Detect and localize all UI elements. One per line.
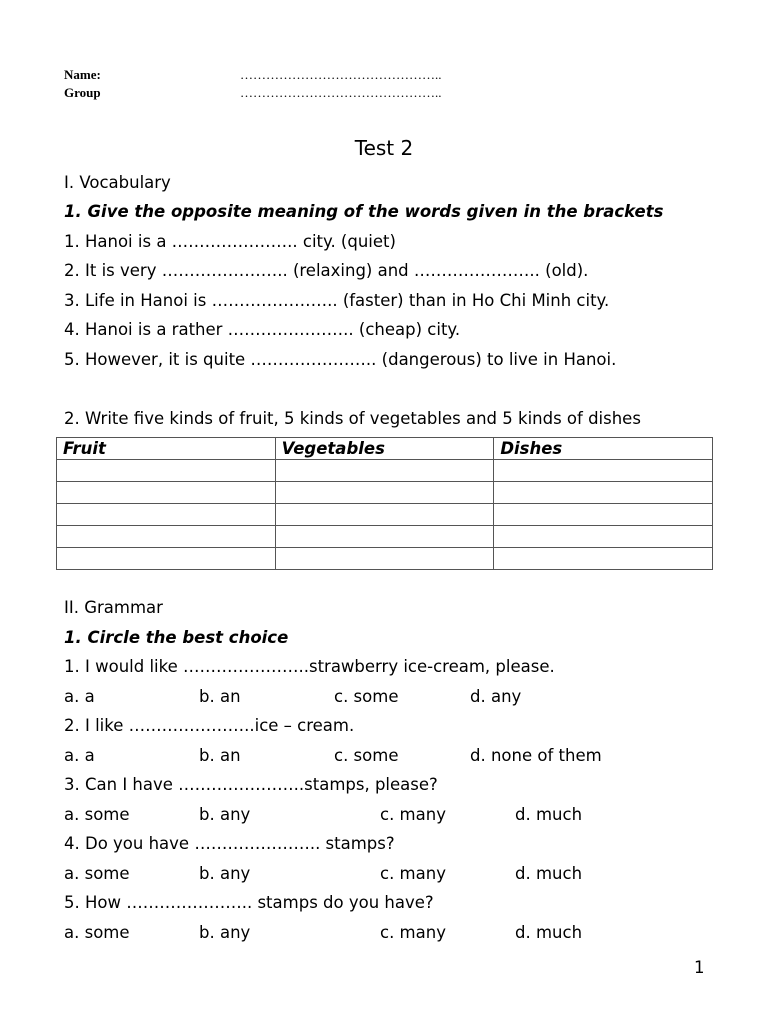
option-d[interactable]: d. much: [515, 923, 583, 942]
table-row: [57, 482, 713, 504]
option-a[interactable]: a. a: [64, 687, 95, 706]
table-row: [57, 526, 713, 548]
option-a[interactable]: a. some: [64, 805, 130, 824]
option-c[interactable]: c. many: [380, 805, 446, 824]
option-a[interactable]: a. some: [64, 864, 130, 883]
question-text: 4. Do you have ………………….. stamps?: [64, 834, 395, 853]
option-c[interactable]: c. many: [380, 864, 446, 883]
table-header-row: [57, 438, 713, 460]
table-cell[interactable]: [275, 460, 494, 482]
option-c[interactable]: c. many: [380, 923, 446, 942]
option-a[interactable]: a. some: [64, 923, 130, 942]
grammar-heading: II. Grammar: [64, 598, 163, 617]
column-header-dishes: Dishes: [494, 438, 713, 460]
food-table: [56, 437, 713, 570]
grammar-q1-heading: 1. Circle the best choice: [64, 628, 289, 647]
page-title: Test 2: [354, 136, 414, 160]
option-b[interactable]: b. an: [199, 746, 241, 765]
vocab-item: 4. Hanoi is a rather ………………….. (cheap) city.: [64, 320, 461, 339]
column-header-vegetables: Vegetables: [275, 438, 494, 460]
table-row: [57, 548, 713, 570]
name-field[interactable]: ………………………………………..: [240, 67, 442, 82]
question-text: 3. Can I have …………………..stamps, please?: [64, 775, 438, 794]
table-cell[interactable]: [57, 504, 276, 526]
table-cell[interactable]: [275, 548, 494, 570]
option-d[interactable]: d. much: [515, 864, 583, 883]
option-c[interactable]: c. some: [334, 746, 399, 765]
table-row: [57, 460, 713, 482]
table-row: [57, 504, 713, 526]
option-b[interactable]: b. an: [199, 687, 241, 706]
option-d[interactable]: d. none of them: [470, 746, 602, 765]
option-d[interactable]: d. any: [470, 687, 522, 706]
column-header-fruit: Fruit: [57, 438, 276, 460]
table-cell[interactable]: [494, 482, 713, 504]
group-field[interactable]: ………………………………………..: [240, 85, 442, 100]
table-cell[interactable]: [275, 482, 494, 504]
table-cell[interactable]: [57, 548, 276, 570]
vocab-item: 1. Hanoi is a ………………….. city. (quiet): [64, 232, 396, 251]
vocab-q2-heading: 2. Write five kinds of fruit, 5 kinds of vegetables and 5 kinds of dishes: [64, 409, 641, 428]
option-b[interactable]: b. any: [199, 864, 251, 883]
option-b[interactable]: b. any: [199, 805, 251, 824]
page-number: 1: [694, 958, 705, 977]
vocab-q1-heading: 1. Give the opposite meaning of the words given in the brackets: [64, 202, 664, 221]
table-cell[interactable]: [57, 460, 276, 482]
option-b[interactable]: b. any: [199, 923, 251, 942]
vocabulary-heading: I. Vocabulary: [64, 173, 171, 192]
table-cell[interactable]: [494, 548, 713, 570]
table-cell[interactable]: [494, 460, 713, 482]
table-cell[interactable]: [275, 526, 494, 548]
group-label: Group: [64, 85, 101, 100]
vocab-item: 2. It is very ………………….. (relaxing) and ………………….. (old).: [64, 261, 589, 280]
option-c[interactable]: c. some: [334, 687, 399, 706]
question-text: 1. I would like …………………..strawberry ice-cream, please.: [64, 657, 555, 676]
vocab-item: 3. Life in Hanoi is ………………….. (faster) than in Ho Chi Minh city.: [64, 291, 610, 310]
table-cell[interactable]: [57, 482, 276, 504]
table-cell[interactable]: [275, 504, 494, 526]
table-cell[interactable]: [494, 504, 713, 526]
option-d[interactable]: d. much: [515, 805, 583, 824]
question-text: 2. I like …………………..ice – cream.: [64, 716, 355, 735]
vocab-item: 5. However, it is quite ………………….. (dangerous) to live in Hanoi.: [64, 350, 617, 369]
name-label: Name:: [64, 67, 101, 82]
table-cell[interactable]: [494, 526, 713, 548]
option-a[interactable]: a. a: [64, 746, 95, 765]
table-cell[interactable]: [57, 526, 276, 548]
question-text: 5. How ………………….. stamps do you have?: [64, 893, 434, 912]
